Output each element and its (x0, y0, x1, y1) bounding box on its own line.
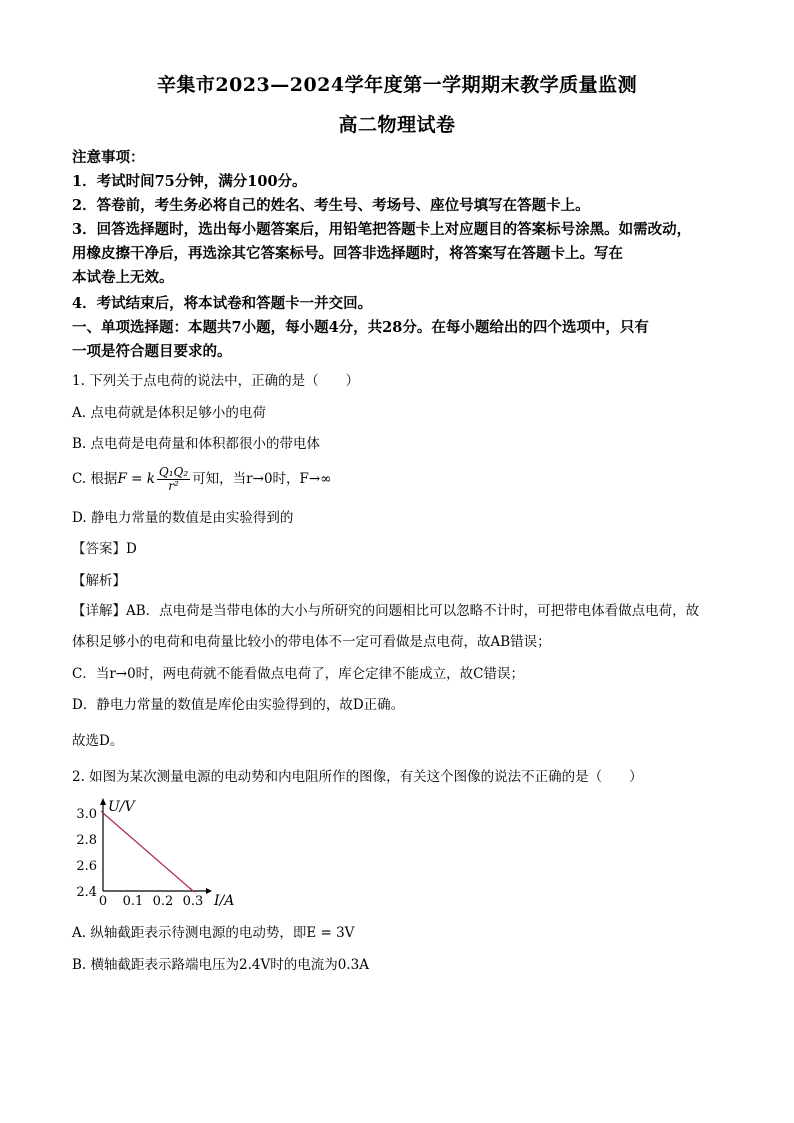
q1-detail-line-2: 体积足够小的电荷和电荷量比较小的带电体不一定可看做是点电荷，故AB错误； (72, 634, 551, 650)
notice-item-3-line-1: 3．回答选择题时，选出每小题答案后，用铅笔把答题卡上对应题目的答案标号涂黑。如需改动， (72, 221, 692, 238)
q1-analysis-label: 【解析】 (72, 573, 126, 589)
formula-eq: = k (126, 471, 155, 487)
exam-subtitle: 高二物理试卷 (338, 114, 456, 136)
series-line (103, 813, 193, 891)
y-tick-label: 2.4 (76, 885, 97, 900)
formula-fraction (157, 466, 190, 493)
section-1-heading-line-2: 一项是符合题目要求的。 (72, 343, 232, 360)
notice-item-3-line-3: 本试卷上无效。 (72, 269, 174, 286)
q1-option-c-prefix: C. 根据 (72, 471, 118, 487)
notice-item-1: 1．考试时间75分钟，满分100分。 (72, 173, 307, 190)
x-tick-label: 0.1 (122, 894, 144, 909)
x-axis-label: I/A (214, 893, 235, 909)
answer-value: D (126, 541, 137, 557)
q1-stem: 1. 下列关于点电荷的说法中，正确的是（ ） (72, 373, 360, 389)
q1-conclusion: 故选D。 (72, 733, 124, 749)
section-1-heading-line-1: 一、单项选择题：本题共7小题，每小题4分，共28分。在每小题给出的四个选项中，只有 (72, 319, 649, 336)
y-tick-label: 2.8 (76, 833, 97, 848)
notice-item-4: 4．考试结束后，将本试卷和答题卡一并交回。 (72, 295, 373, 312)
x-tick-label: 0.2 (152, 894, 174, 909)
q1-option-c-suffix: 可知，当r→0时，F→∞ (192, 471, 332, 487)
q1-detail-line-3: C．当r→0时，两电荷就不能看做点电荷了，库仑定律不能成立，故C错误； (72, 666, 525, 682)
q1-detail-line-4: D．静电力常量的数值是库伦由实验得到的，故D正确。 (72, 697, 405, 713)
formula-numerator: Q₁Q₂ (158, 465, 189, 479)
y-axis-label: U/V (108, 799, 135, 815)
notice-item-3-line-2: 用橡皮擦干净后，再选涂其它答案标号。回答非选择题时，将答案写在答题卡上。写在 (72, 245, 623, 262)
formula-f: F (117, 471, 127, 487)
q1-answer (72, 538, 732, 560)
q1-option-b: B. 点电荷是电荷量和体积都很小的带电体 (72, 436, 321, 452)
y-tick-label: 2.6 (76, 859, 97, 874)
q2-stem: 2. 如图为某次测量电源的电动势和内电阻所作的图像，有关这个图像的说法不正确的是（ ） (72, 769, 643, 785)
y-axis-arrow (100, 798, 106, 805)
answer-label: 【答案】 (72, 541, 126, 557)
q1-option-c (72, 466, 732, 493)
x-axis-arrow (206, 888, 212, 894)
notice-heading: 注意事项： (72, 149, 145, 166)
q2-option-b: B. 横轴截距表示路端电压为2.4V时的电流为0.3A (72, 957, 369, 973)
formula-denominator: r² (168, 479, 179, 493)
ui-chart (68, 795, 235, 915)
q2-option-a: A. 纵轴截距表示待测电源的电动势，即E = 3V (72, 925, 355, 941)
y-tick-label: 3.0 (76, 807, 97, 822)
x-tick-label: 0.3 (182, 894, 204, 909)
exam-title: 辛集市2023—2024学年度第一学期期末教学质量监测 (156, 74, 638, 96)
q1-detail-line-1: 【详解】AB．点电荷是当带电体的大小与所研究的问题相比可以忽略不计时，可把带电体看做点电荷，故 (72, 603, 700, 619)
q1-option-d: D. 静电力常量的数值是由实验得到的 (72, 510, 294, 526)
q1-option-a: A. 点电荷就是体积足够小的电荷 (72, 405, 266, 421)
x-tick-label: 0 (98, 894, 108, 909)
notice-item-2: 2．答卷前，考生务必将自己的姓名、考生号、考场号、座位号填写在答题卡上。 (72, 197, 590, 214)
